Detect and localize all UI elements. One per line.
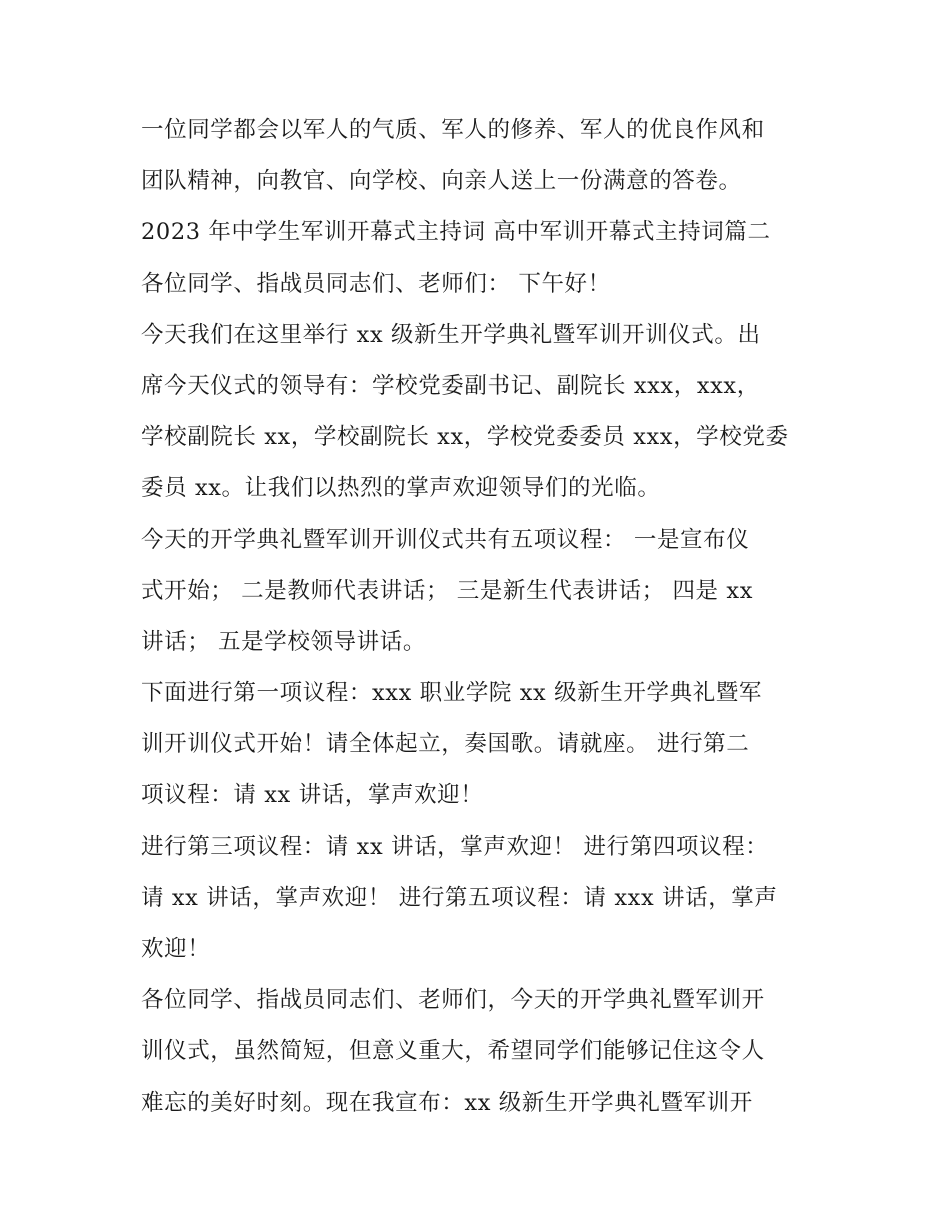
text-line: 今天的开学典礼暨军训开训仪式共有五项议程： 一是宣布仪	[141, 526, 750, 553]
text-line: 学校副院长 xx，学校副院长 xx，学校党委委员 xxx，学校党委	[141, 424, 789, 451]
text-line: 下面进行第一项议程：xxx 职业学院 xx 级新生开学典礼暨军	[141, 680, 763, 707]
text-line: 难忘的美好时刻。现在我宣布：xx 级新生开学典礼暨军训开	[141, 1089, 753, 1116]
text-line: 各位同学、指战员同志们、老师们，今天的开学典礼暨军训开	[141, 987, 765, 1014]
text-line: 请 xx 讲话，掌声欢迎！ 进行第五项议程：请 xxx 讲话，掌声	[141, 884, 778, 911]
text-line: 一位同学都会以军人的气质、军人的修养、军人的优良作风和	[141, 117, 765, 143]
text-line: 进行第三项议程：请 xx 讲话，掌声欢迎！ 进行第四项议程：	[141, 833, 769, 860]
text-line: 项议程：请 xx 讲话，掌声欢迎！	[141, 782, 484, 809]
text-line: 训开训仪式开始！请全体起立，奏国歌。请就座。 进行第二	[141, 731, 750, 758]
section-title-line: 2023 年中学生军训开幕式主持词 高中军训开幕式主持词篇二	[141, 219, 771, 246]
greeting-line: 各位同学、指战员同志们、老师们： 下午好！	[141, 270, 611, 297]
document-body	[141, 105, 821, 1129]
text-line: 席今天仪式的领导有：学校党委副书记、副院长 xxx，xxx，	[141, 372, 760, 399]
text-line: 今天我们在这里举行 xx 级新生开学典礼暨军训开训仪式。出	[141, 321, 761, 348]
text-line: 训仪式，虽然简短，但意义重大，希望同学们能够记住这令人	[141, 1038, 765, 1065]
text-line: 委员 xx。让我们以热烈的掌声欢迎领导们的光临。	[141, 475, 661, 502]
text-line: 式开始； 二是教师代表讲话； 三是新生代表讲话； 四是 xx	[141, 577, 753, 604]
text-line: 讲话； 五是学校领导讲话。	[141, 628, 426, 655]
text-line: 欢迎！	[141, 936, 211, 962]
text-line: 团队精神，向教官、向学校、向亲人送上一份满意的答卷。	[141, 168, 742, 195]
